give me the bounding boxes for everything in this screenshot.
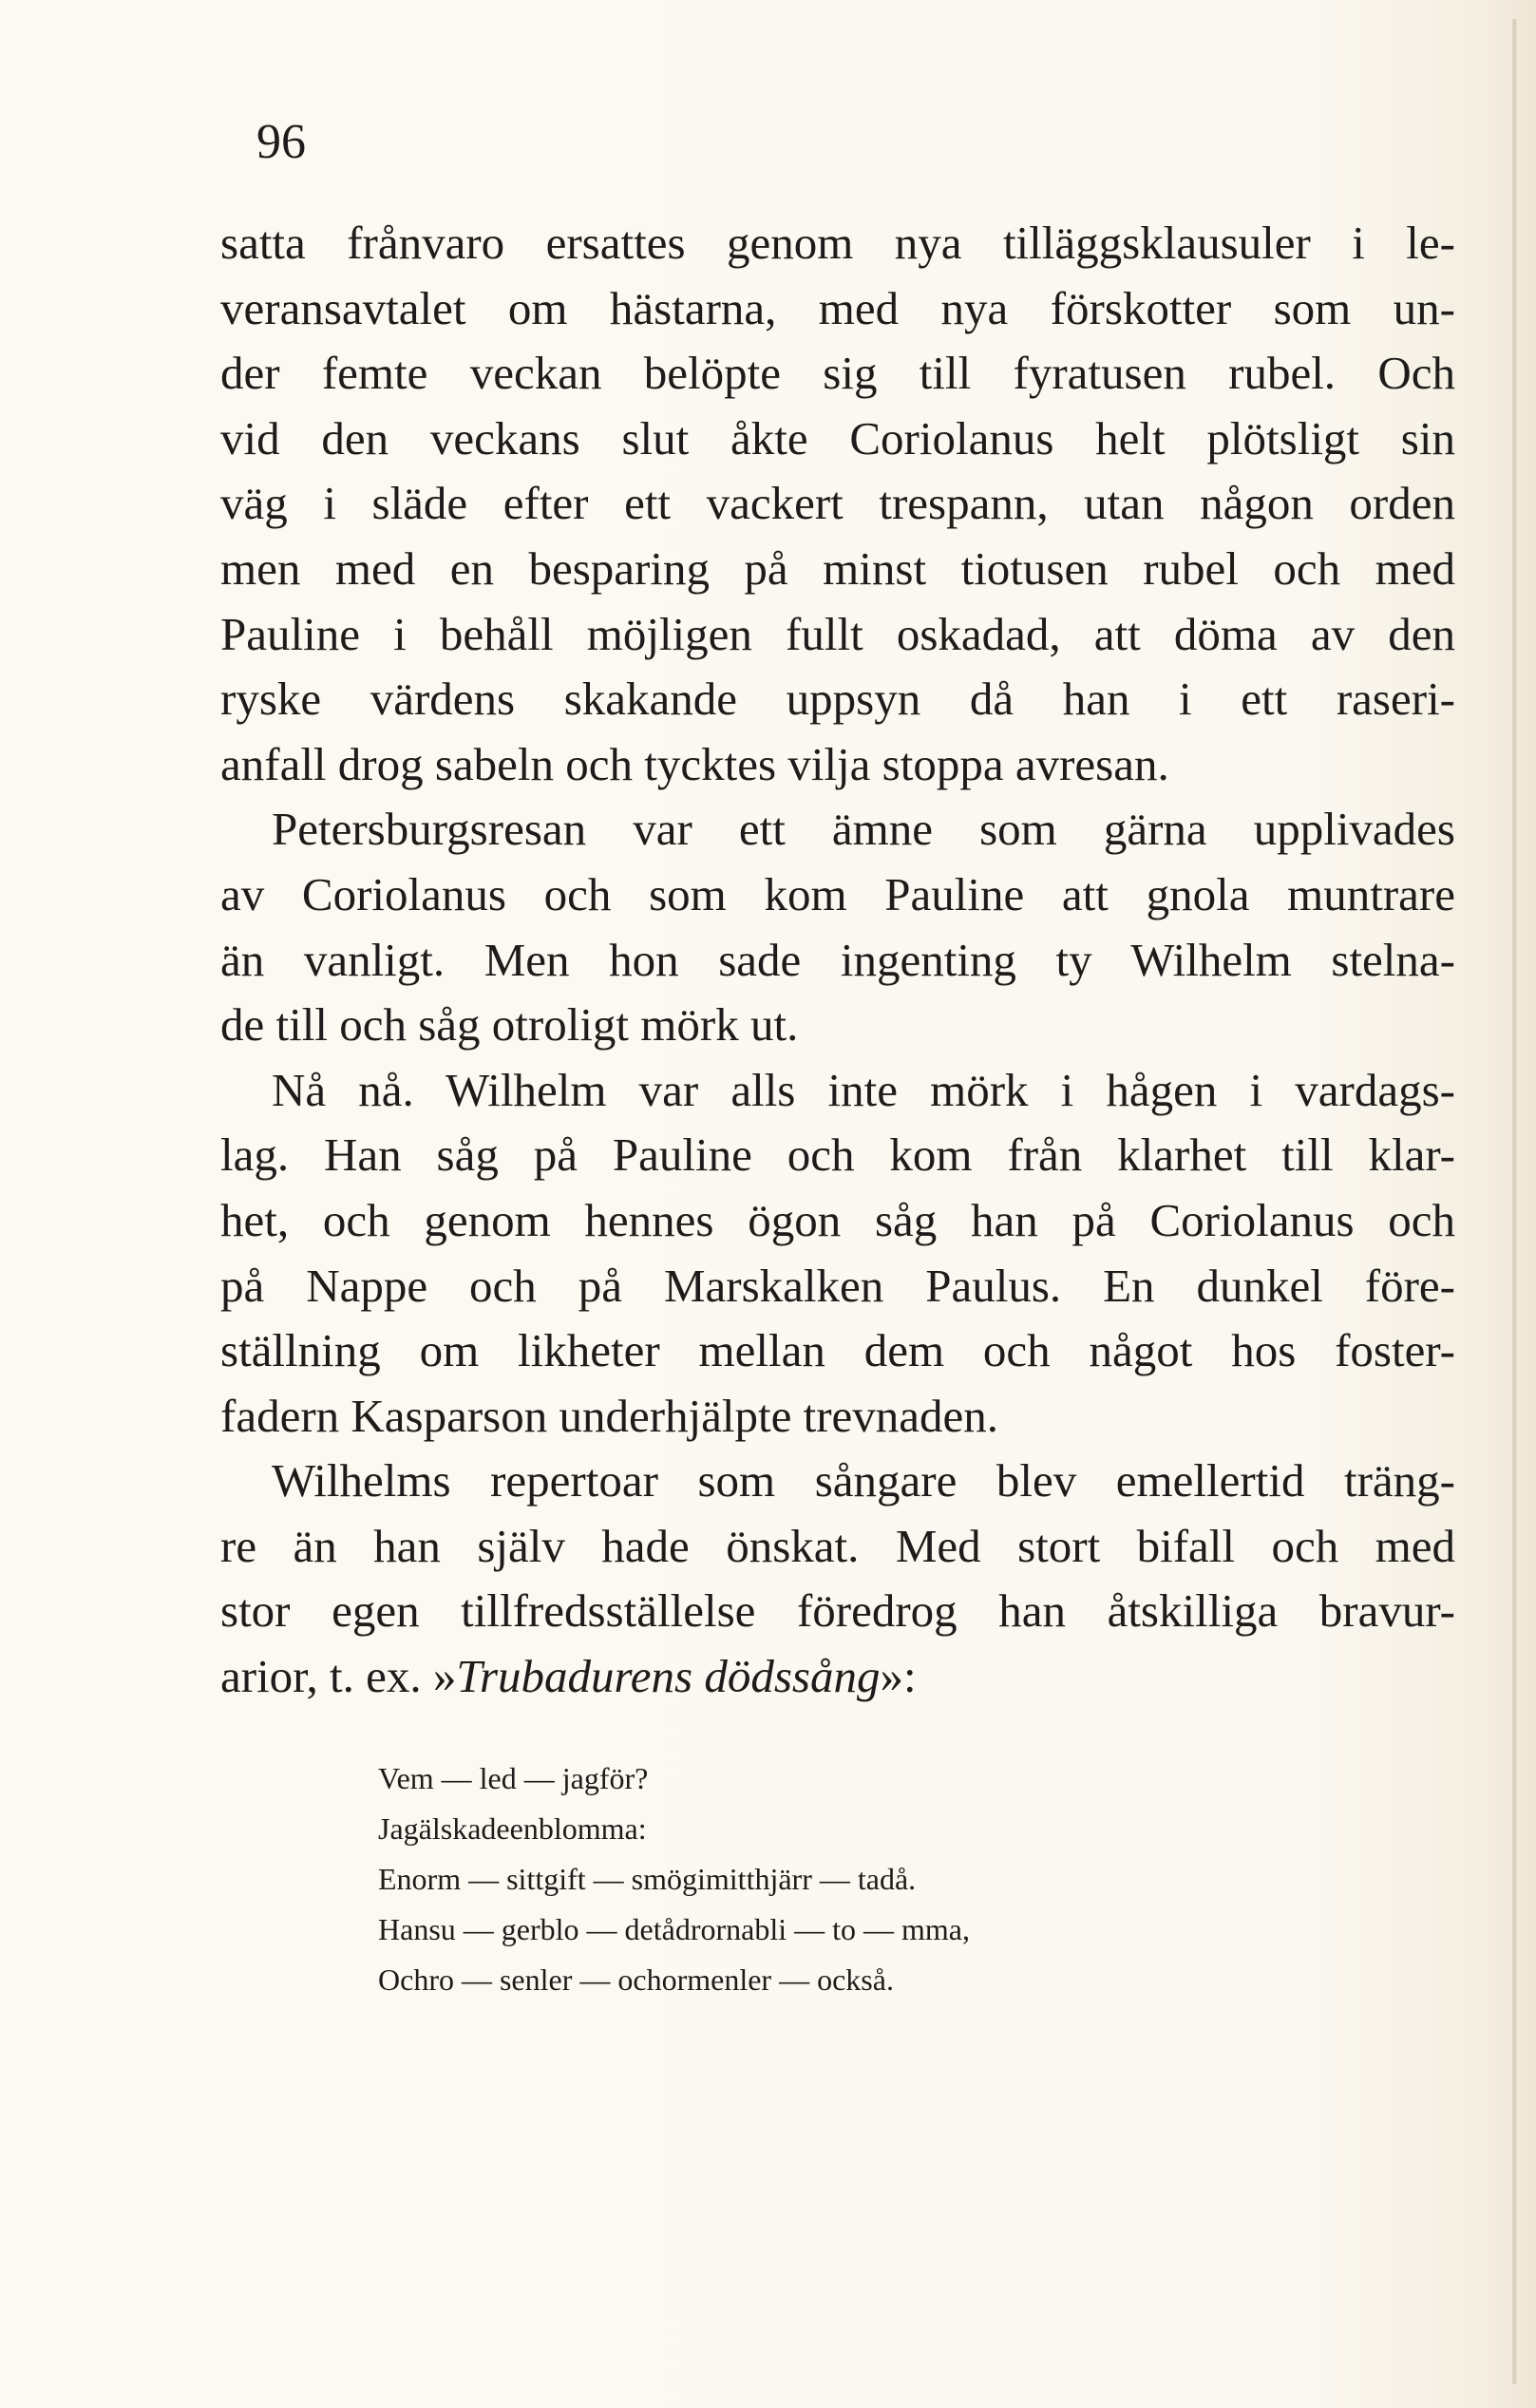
- text-line: veransavtalet om hästarna, med nya förskotter som un-: [220, 281, 1455, 334]
- text-line: vid den veckans slut åkte Coriolanus helt plötsligt sin: [220, 411, 1455, 465]
- text-line: ryske värdens skakande uppsyn då han i ett raseri-: [220, 673, 1455, 726]
- paragraph-start-line: Nå nå. Wilhelm var alls inte mörk i hågen i vardags-: [272, 1063, 1455, 1116]
- text-line: men med en besparing på minst tiotusen rubel och med: [220, 541, 1455, 595]
- text-line: på Nappe och på Marskalken Paulus. En dunkel före-: [220, 1259, 1455, 1312]
- page-gutter-edge: [1512, 19, 1517, 2384]
- body-text: [220, 211, 1455, 1710]
- text-line: satta frånvaro ersattes genom nya tilläggsklausuler i le-: [220, 217, 1455, 269]
- page-number: 96: [256, 115, 306, 169]
- paragraph-start-line: Wilhelms repertoar som sångare blev emellertid träng-: [272, 1454, 1455, 1507]
- title-suffix: »:: [880, 1650, 917, 1703]
- text-line: der femte veckan belöpte sig till fyratusen rubel. Och: [220, 347, 1455, 400]
- text-line: än vanligt. Men hon sade ingenting ty Wilhelm stelna-: [220, 933, 1455, 986]
- text-line: het, och genom hennes ögon såg han på Coriolanus och: [220, 1193, 1455, 1246]
- text-line: stor egen tillfredsställelse föredrog han åtskilliga bravur-: [220, 1584, 1455, 1638]
- poem-line: Enorm — sittgift — smögimitthjärr — tadå.: [378, 1862, 917, 1896]
- poem-line: Hansu — gerblo — detådrornabli — to — mma,: [378, 1912, 970, 1946]
- poem-line: Jagälskadeenblomma:: [378, 1811, 647, 1846]
- poem-block: [378, 1754, 1233, 2005]
- poem-line: Vem — led — jagför?: [378, 1761, 649, 1795]
- text-line: väg i släde efter ett vackert trespann, utan någon orden: [220, 477, 1455, 530]
- song-title: Trubadurens dödssång: [456, 1650, 881, 1703]
- text-line: Pauline i behåll möjligen fullt oskadad, att döma av den: [220, 607, 1455, 660]
- text-line-with-title: [220, 1644, 1455, 1710]
- text-line: anfall drog sabeln och tycktes vilja stoppa avresan.: [220, 737, 1169, 790]
- title-prefix: arior, t. ex. »: [220, 1650, 457, 1703]
- text-line: lag. Han såg på Pauline och kom från klarhet till klar-: [220, 1128, 1455, 1182]
- text-line: de till och såg otroligt mörk ut.: [220, 998, 799, 1052]
- text-line: fadern Kasparson underhjälpte trevnaden.: [220, 1389, 999, 1442]
- paragraph-start-line: Petersburgsresan var ett ämne som gärna upplivades: [272, 803, 1455, 856]
- poem-line: Ochro — senler — ochormenler — också.: [378, 1962, 894, 1997]
- text-line: ställning om likheter mellan dem och något hos foster-: [220, 1324, 1455, 1377]
- text-line: re än han själv hade önskat. Med stort bifall och med: [220, 1519, 1455, 1572]
- text-line: av Coriolanus och som kom Pauline att gnola muntrare: [220, 867, 1455, 920]
